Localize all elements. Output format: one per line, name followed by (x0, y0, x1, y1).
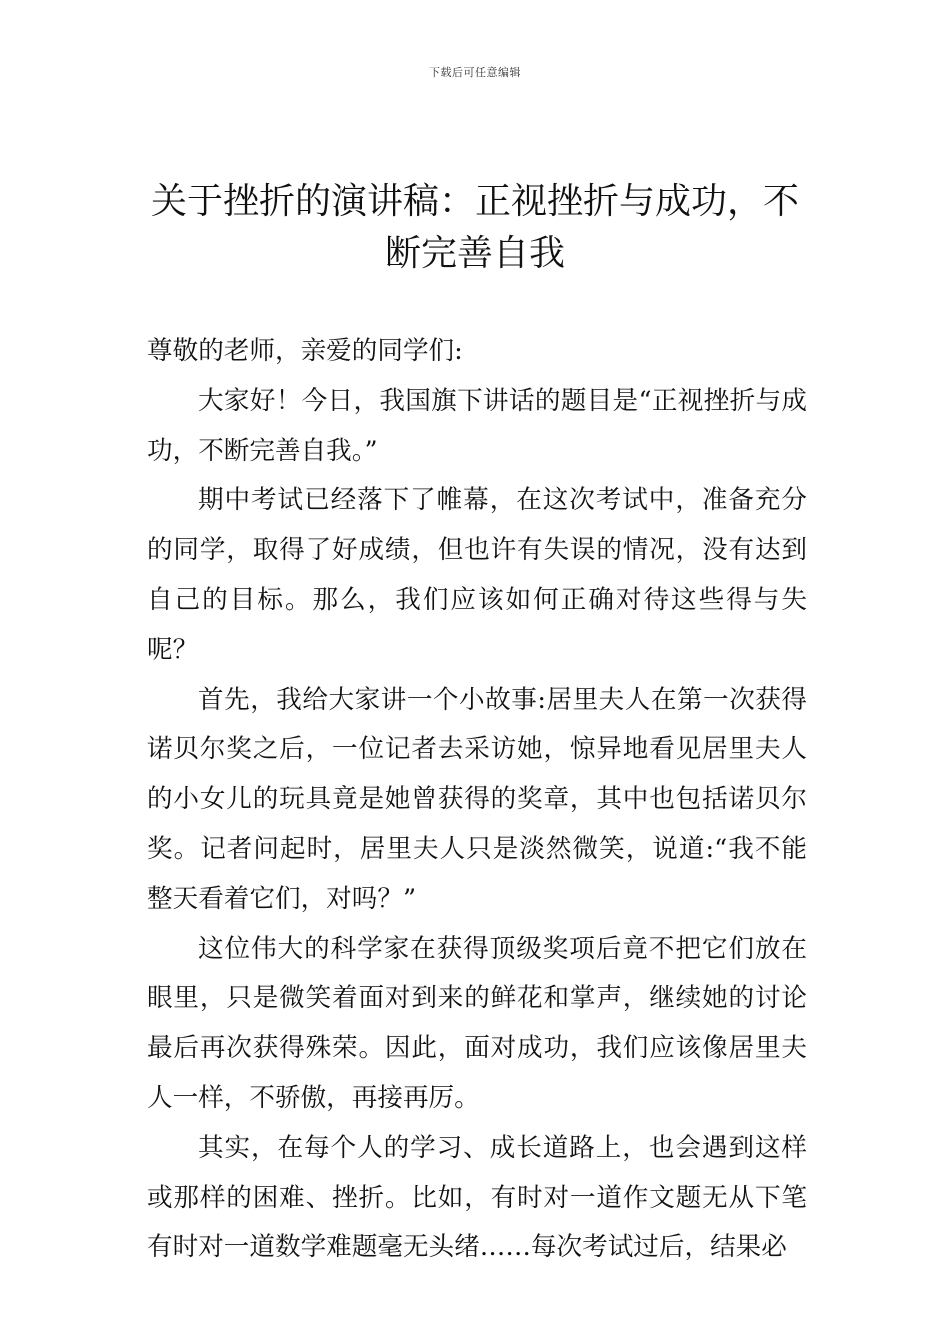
paragraph-lesson: 这位伟大的科学家在获得顶级奖项后竟不把它们放在眼里，只是微笑着面对到来的鲜花和掌声，继续她的讨论最后再次获得殊荣。因此，面对成功，我们应该像居里夫人一样，不骄傲，再接再厉。 (147, 933, 807, 1113)
document-body (147, 327, 807, 1273)
paragraph-exam: 期中考试已经落下了帷幕，在这次考试中，准备充分的同学，取得了好成绩，但也许有失误的情况，没有达到自己的目标。那么，我们应该如何正确对待这些得与失呢？ (147, 485, 807, 665)
header-note: 下载后可任意编辑 (429, 66, 521, 79)
paragraph-difficulties: 其实，在每个人的学习、成长道路上，也会遇到这样或那样的困难、挫折。比如，有时对一道作文题无从下笔有时对一道数学难题毫无头绪……每次考试过后，结果必 (147, 1132, 807, 1263)
salutation: 尊敬的老师，亲爱的同学们: (147, 336, 463, 366)
document-title: 关于挫折的演讲稿：正视挫折与成功，不断完善自我 (150, 181, 799, 274)
paragraph-greeting: 大家好！今日，我国旗下讲话的题目是“正视挫折与成功，不断完善自我。” (147, 385, 807, 466)
paragraph-story: 首先，我给大家讲一个小故事:居里夫人在第一次获得诺贝尔奖之后，一位记者去采访她，惊异地看见居里夫人的小女儿的玩具竟是她曾获得的奖章，其中也包括诺贝尔奖。记者问起时，居里夫人只是淡然微笑，说道:“我不能整天看着它们，对吗？” (147, 684, 807, 914)
